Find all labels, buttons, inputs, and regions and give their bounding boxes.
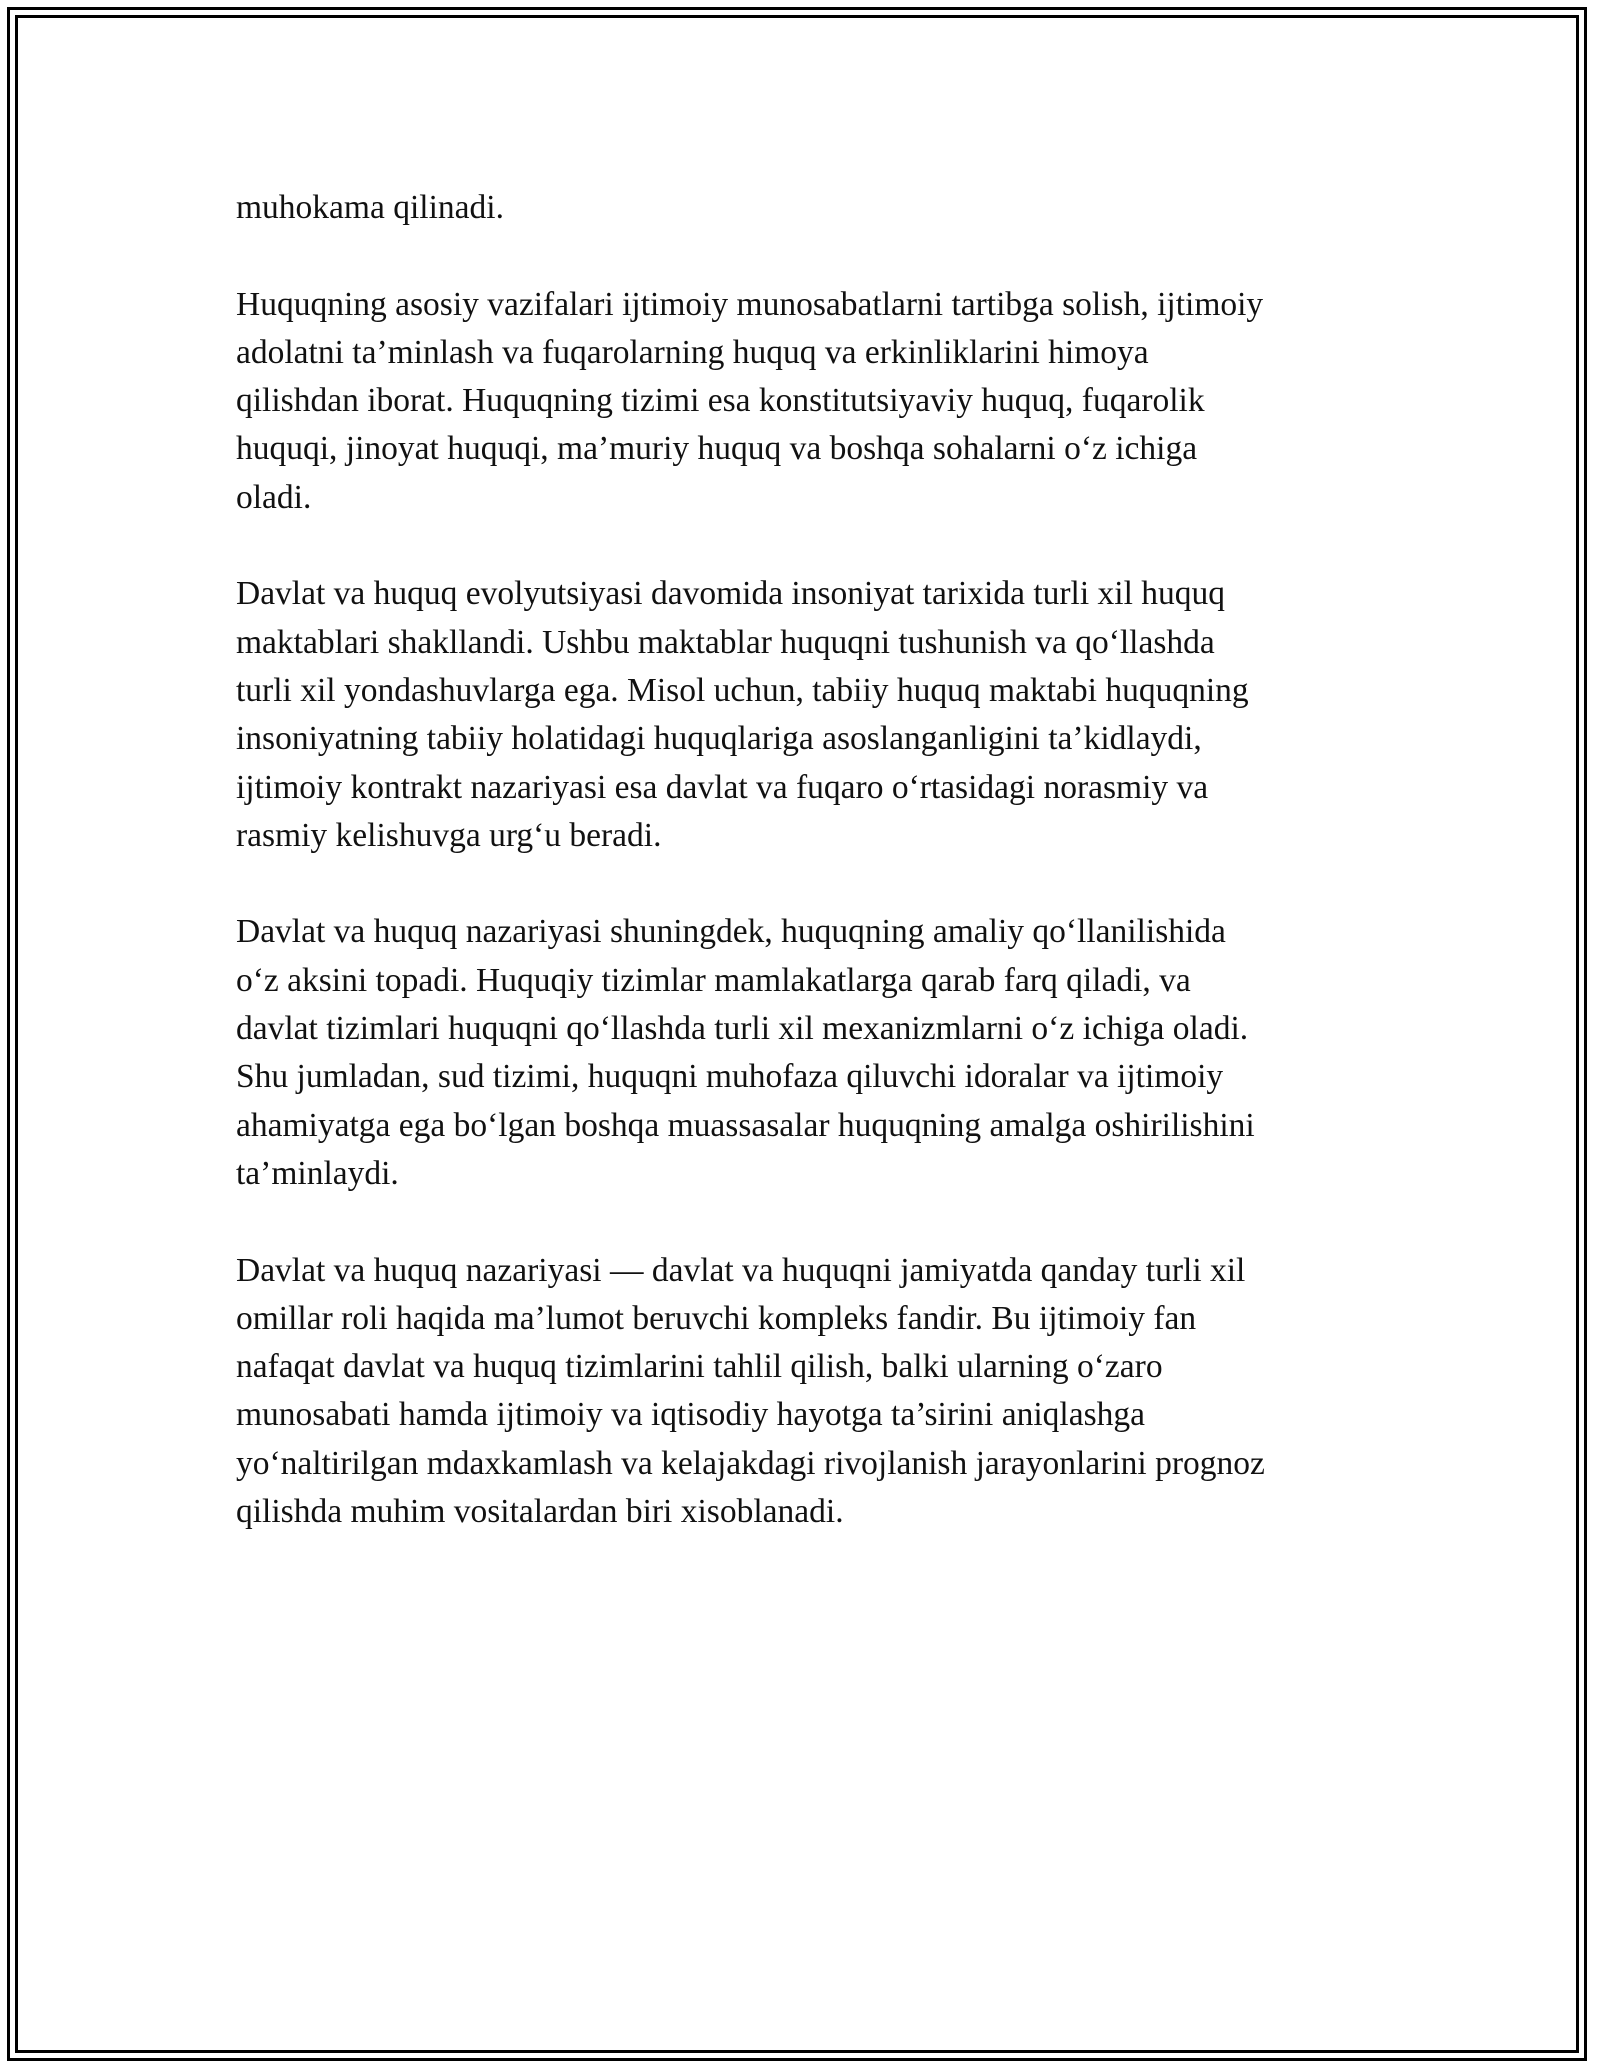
paragraph-theory-summary: Davlat va huquq nazariyasi — davlat va huquqni jamiyatda qanday turli xil omillar roli haqida ma’lumot beruvchi kompleks fandir. Bu ijtimoiy fan nafaqat davlat va huquq tizimlarini tahlil qilish, balki ularning o‘zaro munosabati hamda ijtimoiy va iqtisodiy hayotga ta’sirini aniqlashga yo‘naltirilgan mdaxkamlash va kelajakdagi rivojlanish jarayonlarini prognoz qilishda muhim vositalardan biri xisoblanadi. <box>236 1251 1265 1531</box>
paragraph-law-schools: Davlat va huquq evolyutsiyasi davomida insoniyat tarixida turli xil huquq maktablari shakllandi. Ushbu maktablar huquqni tushunish va qo‘llashda turli xil yondashuvlarga ega. Misol uchun, tabiiy huquq maktabi huquqning insoniyatning tabiiy holatidagi huquqlariga asoslanganligini ta’kidlaydi, ijtimoiy kontrakt nazariyasi esa davlat va fuqaro o‘rtasidagi norasmiy va rasmiy kelishuvga urg‘u beradi. <box>236 575 1249 854</box>
paragraph-continuation: muhokama qilinadi. <box>236 189 504 226</box>
document-body <box>236 184 1376 1536</box>
paragraph-practical-application: Davlat va huquq nazariyasi shuningdek, huquqning amaliy qo‘llanilishida o‘z aksini topadi. Huquqiy tizimlar mamlakatlarga qarab farq qiladi, va davlat tizimlari huquqni qo‘llashda turli xil mexanizmlarni o‘z ichiga oladi. Shu jumladan, sud tizimi, huquqni muhofaza qiluvchi idoralar va ijtimoiy ahamiyatga ega bo‘lgan boshqa muassasalar huquqning amalga oshirilishini ta’minlaydi. <box>236 913 1255 1192</box>
paragraph-law-functions: Huquqning asosiy vazifalari ijtimoiy munosabatlarni tartibga solish, ijtimoiy adolatni ta’minlash va fuqarolarning huquq va erkinliklarini himoya qilishdan iborat. Huquqning tizimi esa konstitutsiyaviy huquq, fuqarolik huquqi, jinoyat huquqi, ma’muriy huquq va boshqa sohalarni o‘z ichiga oladi. <box>236 285 1264 516</box>
